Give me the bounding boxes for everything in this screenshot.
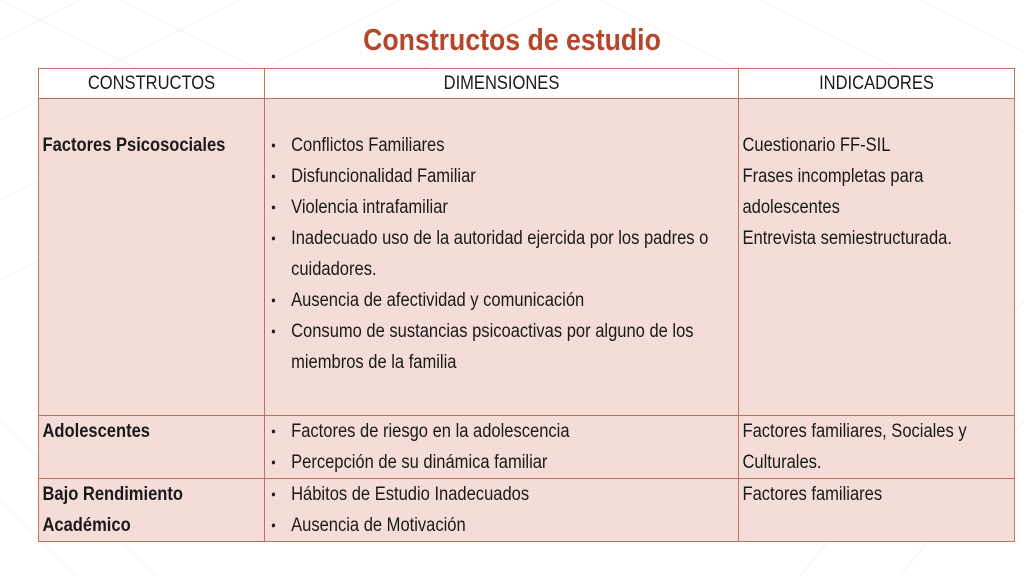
- dimension-item: ● Ausencia de Motivación: [265, 510, 738, 541]
- dimension-item: ● Hábitos de Estudio Inadecuados: [265, 479, 738, 510]
- construct-cell: [39, 99, 265, 416]
- dimension-item: ● Ausencia de afectividad y comunicación: [265, 285, 738, 316]
- construct-cell: [39, 479, 265, 542]
- dimension-item: ● Violencia intrafamiliar: [265, 192, 738, 223]
- indicator-item: Factores familiares: [742, 484, 883, 505]
- indicators-cell: [739, 99, 1015, 416]
- table-header-row: [39, 69, 1015, 99]
- indicator-item: Frases incompletas para adolescentes: [742, 166, 924, 218]
- dimension-item: ● Factores de riesgo en la adolescencia: [265, 416, 738, 447]
- table-row: [39, 479, 1015, 542]
- construct-name: Factores Psicosociales: [42, 135, 226, 156]
- indicator-item: Cuestionario FF-SIL: [742, 135, 891, 156]
- dimension-item: ● Consumo de sustancias psicoactivas por alguno de los miembros de la familia: [265, 316, 738, 378]
- table-row: [39, 99, 1015, 416]
- header-dimensiones: DIMENSIONES: [265, 69, 739, 99]
- indicator-item: Factores familiares, Sociales y Culturales.: [742, 421, 967, 473]
- table-row: [39, 416, 1015, 479]
- constructs-table: [38, 68, 1015, 542]
- dimension-item: ● Percepción de su dinámica familiar: [265, 447, 738, 478]
- dimensions-cell: [265, 479, 739, 542]
- indicator-item: Entrevista semiestructurada.: [742, 228, 952, 249]
- dimension-item: ● Disfuncionalidad Familiar: [265, 161, 738, 192]
- header-constructos: CONSTRUCTOS: [39, 69, 265, 99]
- dimensions-cell: [265, 416, 739, 479]
- slide-title: Constructos de estudio: [363, 22, 661, 57]
- construct-cell: [39, 416, 265, 479]
- dimension-item: ● Conflictos Familiares: [265, 130, 738, 161]
- construct-name: Bajo Rendimiento Académico: [42, 484, 183, 536]
- indicators-cell: [739, 416, 1015, 479]
- dimensions-cell: [265, 99, 739, 416]
- header-indicadores: INDICADORES: [739, 69, 1015, 99]
- indicators-cell: [739, 479, 1015, 542]
- construct-name: Adolescentes: [42, 421, 150, 442]
- dimension-item: ● Inadecuado uso de la autoridad ejercida por los padres o cuidadores.: [265, 223, 738, 285]
